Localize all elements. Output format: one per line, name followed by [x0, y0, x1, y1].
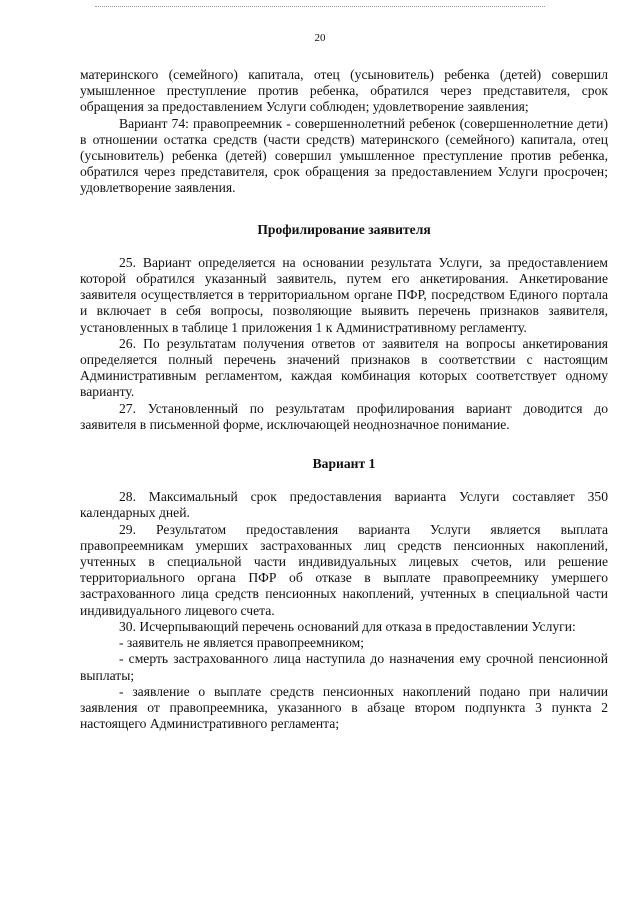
paragraph-29: 29. Результатом предоставления варианта Услуги является выплата правопреемникам умерших застрахованных лиц средств пенсионных накоплений, учтенных в специальной части индивидуальных лицевых счетов, или решение территориального органа ПФР об отказе в выплате правопреемнику умершего застрахованного лица средств пенсионных накоплений, учтенных в специальной части индивидуального лицевого счета. — [80, 521, 608, 618]
paragraph-28: 28. Максимальный срок предоставления варианта Услуги составляет 350 календарных дней. — [80, 489, 608, 521]
list-item-refusal-ground: - заявление о выплате средств пенсионных накоплений подано при наличии заявления от правопреемника, указанного в абзаце втором подпункта 3 пункта 2 настоящего Административного регламента; — [80, 683, 608, 732]
scan-edge-line — [95, 6, 545, 8]
page-number: 20 — [314, 32, 326, 44]
paragraph-27: 27. Установленный по результатам профилирования вариант доводится до заявителя в письменной форме, исключающей неоднозначное понимание. — [80, 400, 608, 432]
paragraph-26: 26. По результатам получения ответов от заявителя на вопросы анкетирования определяется полный перечень значений признаков в соответствии с настоящим Административным регламентом, каждая комбинация которых соответствует одному варианту. — [80, 335, 608, 400]
section-heading-profiling: Профилирование заявителя — [257, 221, 431, 237]
paragraph-30: 30. Исчерпывающий перечень оснований для отказа в предоставлении Услуги: — [119, 618, 576, 634]
list-item-refusal-ground: - смерть застрахованного лица наступила до назначения ему срочной пенсионной выплаты; — [80, 651, 608, 683]
section-heading-variant-1: Вариант 1 — [312, 456, 376, 472]
paragraph-variant-74: Вариант 74: правопреемник - совершеннолетний ребенок (совершеннолетние дети) в отношении остатка средств (части средств) материнского (семейного) капитала, отец (усыновитель) ребенка (детей) совершил умышленное преступление против ребенка, обратился через представителя, срок обращения за предоставлением Услуги просрочен; удовлетворение заявления. — [80, 115, 608, 196]
document-body — [80, 67, 608, 732]
paragraph-variant-73-continuation: материнского (семейного) капитала, отец (усыновитель) ребенка (детей) совершил умышленное преступление против ребенка, обратился через представителя, срок обращения за предоставлением Услуги соблюден; удовлетворение заявления; — [80, 67, 608, 115]
list-item-refusal-ground: - заявитель не является правопреемником; — [119, 635, 365, 651]
paragraph-25: 25. Вариант определяется на основании результата Услуги, за предоставлением которой обратился указанный заявитель, путем его анкетирования. Анкетирование заявителя осуществляется в территориальном органе ПФР, посредством Единого портала и включает в себя вопросы, позволяющие выявить перечень признаков заявителя, установленных в таблице 1 приложения 1 к Административному регламенту. — [80, 254, 608, 335]
